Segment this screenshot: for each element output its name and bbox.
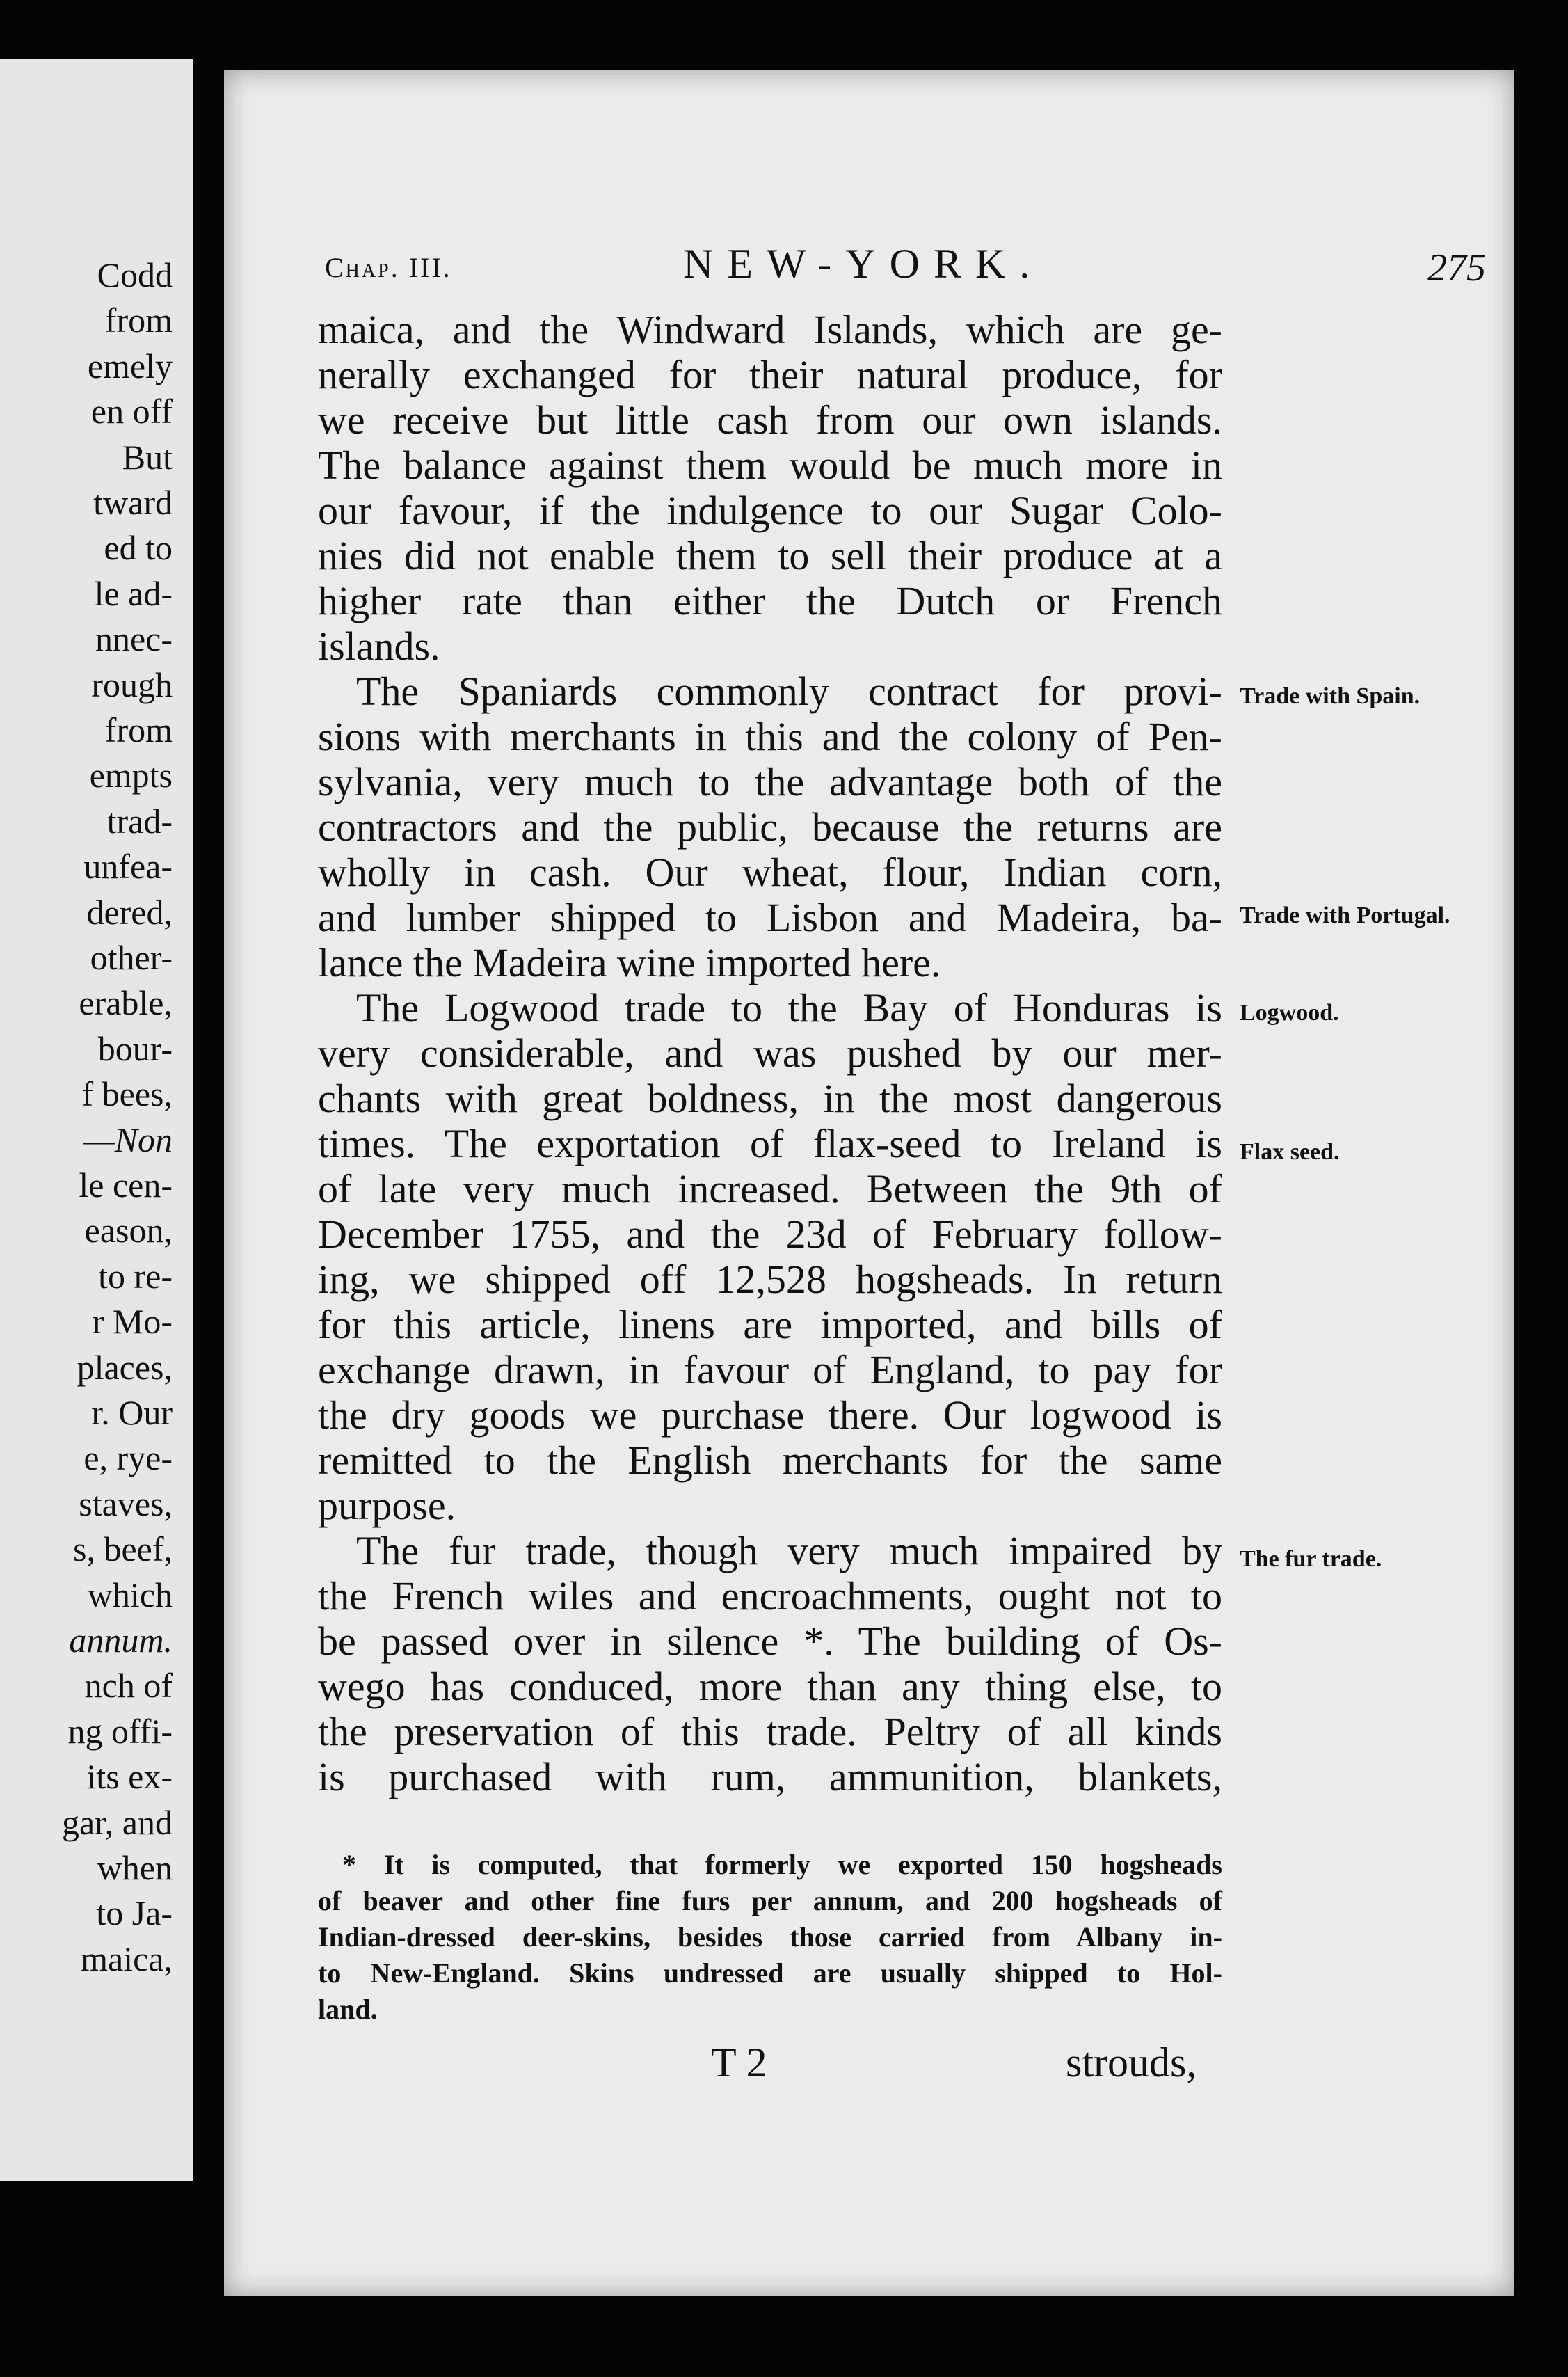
left-page-line: when xyxy=(97,1848,173,1887)
text-line: The fur trade, though very much impaired by xyxy=(356,1528,1222,1573)
left-page-line: other- xyxy=(90,938,173,977)
text-line: higher rate than either the Dutch or French xyxy=(318,578,1222,623)
left-page-line: r Mo- xyxy=(92,1302,173,1341)
margin-note-text: Trade with Portugal. xyxy=(1240,903,1450,928)
text-line: chants with great boldness, in the most dangerous xyxy=(318,1076,1222,1121)
left-page-line: s, beef, xyxy=(73,1529,173,1568)
text-line: our favour, if the indulgence to our Sugar Colo- xyxy=(318,488,1222,533)
running-head xyxy=(325,240,1487,296)
text-line: very considerable, and was pushed by our mer- xyxy=(318,1031,1222,1076)
text-line: nerally exchanged for their natural produce, for xyxy=(318,352,1222,397)
left-page-line: emely xyxy=(87,347,173,385)
left-page-line: unfea- xyxy=(83,847,173,886)
margin-note-text: The fur trade. xyxy=(1240,1546,1382,1572)
left-page-line: from xyxy=(104,710,173,749)
text-line: islands. xyxy=(318,623,440,669)
text-line: The Spaniards commonly contract for provi- xyxy=(356,669,1222,714)
text-line: be passed over in silence *. The building of Os- xyxy=(318,1619,1222,1664)
text-line: we receive but little cash from our own islands. xyxy=(318,397,1222,443)
text-line: the French wiles and encroachments, ought not to xyxy=(318,1573,1222,1619)
left-page-line: ng offi- xyxy=(67,1712,173,1751)
page-title: NEW-YORK. xyxy=(683,241,1044,287)
footnote-line: of beaver and other fine furs per annum, and 200 hogsheads of xyxy=(318,1885,1222,1916)
left-page-line: Codd xyxy=(97,255,173,294)
text-line: the dry goods we purchase there. Our logwood is xyxy=(318,1392,1222,1438)
left-page-line: staves, xyxy=(79,1484,173,1523)
text-line: for this article, linens are imported, and bills of xyxy=(318,1302,1222,1347)
footnote-line: to New-England. Skins undressed are usually shipped to Hol- xyxy=(318,1957,1222,1989)
left-page-line: But xyxy=(122,438,173,477)
margin-note-fur-trade xyxy=(1240,1545,1382,1574)
text-line: the preservation of this trade. Peltry of all kinds xyxy=(318,1709,1222,1754)
left-page-line: to Ja- xyxy=(96,1893,173,1932)
margin-note-spain xyxy=(1240,682,1420,711)
left-page-line: trad- xyxy=(106,802,173,841)
left-page-line: to re- xyxy=(98,1257,173,1296)
left-page-line: ed to xyxy=(104,528,173,567)
text-line: contractors and the public, because the returns are xyxy=(318,804,1222,850)
text-line: remitted to the English merchants for the same xyxy=(318,1438,1222,1483)
footnote-line: land. xyxy=(318,1994,378,2025)
text-line: ing, we shipped off 12,528 hogsheads. In return xyxy=(318,1257,1222,1302)
left-page-line: eason, xyxy=(84,1211,173,1250)
left-page-line: e, rye- xyxy=(83,1438,173,1477)
left-page-line: places, xyxy=(77,1348,173,1387)
margin-note-flax-seed xyxy=(1240,1138,1340,1167)
left-page-line: le ad- xyxy=(94,574,173,613)
left-page-line: empts xyxy=(89,756,173,795)
margin-note-portugal xyxy=(1240,901,1450,930)
text-line: of late very much increased. Between the 9th of xyxy=(318,1166,1222,1211)
left-page-line: rough xyxy=(91,665,173,704)
text-line: The balance against them would be much more in xyxy=(318,443,1222,488)
text-line: nies did not enable them to sell their produce at a xyxy=(318,533,1222,578)
text-line: December 1755, and the 23d of February follow- xyxy=(318,1211,1222,1257)
footnote-line: Indian-dressed deer-skins, besides those carried from Albany in- xyxy=(318,1921,1222,1953)
margin-note-text: Logwood. xyxy=(1240,1000,1339,1026)
left-page-line: its ex- xyxy=(86,1757,173,1796)
left-page-line: maica, xyxy=(81,1939,173,1978)
text-line: lance the Madeira wine imported here. xyxy=(318,940,941,985)
text-line: is purchased with rum, ammunition, blankets, xyxy=(318,1754,1222,1799)
left-page-line: en off xyxy=(90,392,173,431)
text-line: wholly in cash. Our wheat, flour, Indian corn, xyxy=(318,850,1222,895)
text-line: sions with merchants in this and the colony of Pen- xyxy=(318,714,1222,759)
left-page-line: r. Our xyxy=(91,1393,173,1432)
text-line: sylvania, very much to the advantage both of the xyxy=(318,759,1222,804)
left-page-line: nch of xyxy=(84,1666,173,1705)
left-page-line: —Non xyxy=(83,1120,173,1159)
signature-mark: T 2 xyxy=(711,2040,767,2085)
text-line: exchange drawn, in favour of England, to pay for xyxy=(318,1347,1222,1392)
left-page-line: which xyxy=(87,1575,173,1614)
text-line: times. The exportation of flax-seed to Ireland is xyxy=(318,1121,1222,1166)
chapter-label: Chap. III. xyxy=(325,252,452,283)
text-line: The Logwood trade to the Bay of Honduras is xyxy=(356,985,1222,1031)
left-page-line: erable, xyxy=(79,983,173,1022)
left-page-line: from xyxy=(104,301,173,340)
left-page-line: gar, and xyxy=(61,1803,173,1842)
left-page-line: le cen- xyxy=(79,1166,173,1205)
book-page xyxy=(224,70,1514,2296)
text-line: maica, and the Windward Islands, which are ge- xyxy=(318,307,1222,352)
left-page-line: tward xyxy=(93,483,173,522)
text-line: and lumber shipped to Lisbon and Madeira, ba- xyxy=(318,895,1222,940)
margin-note-logwood xyxy=(1240,999,1339,1028)
text-line: purpose. xyxy=(318,1483,456,1528)
catchword: strouds, xyxy=(1066,2040,1197,2085)
text-line: wego has conduced, more than any thing else, to xyxy=(318,1664,1222,1709)
page-number: 275 xyxy=(1427,246,1486,289)
left-page-line: nnec- xyxy=(95,619,173,658)
left-page-line: annum. xyxy=(69,1621,173,1660)
margin-note-text: Trade with Spain. xyxy=(1240,683,1421,709)
facing-page-left xyxy=(0,59,193,2181)
margin-note-text: Flax seed. xyxy=(1240,1139,1340,1165)
footnote-line: * It is computed, that formerly we exported 150 hogsheads xyxy=(342,1849,1222,1880)
left-page-line: f bees, xyxy=(81,1074,173,1113)
left-page-line: dered, xyxy=(86,893,173,932)
left-page-line: bour- xyxy=(97,1029,173,1068)
